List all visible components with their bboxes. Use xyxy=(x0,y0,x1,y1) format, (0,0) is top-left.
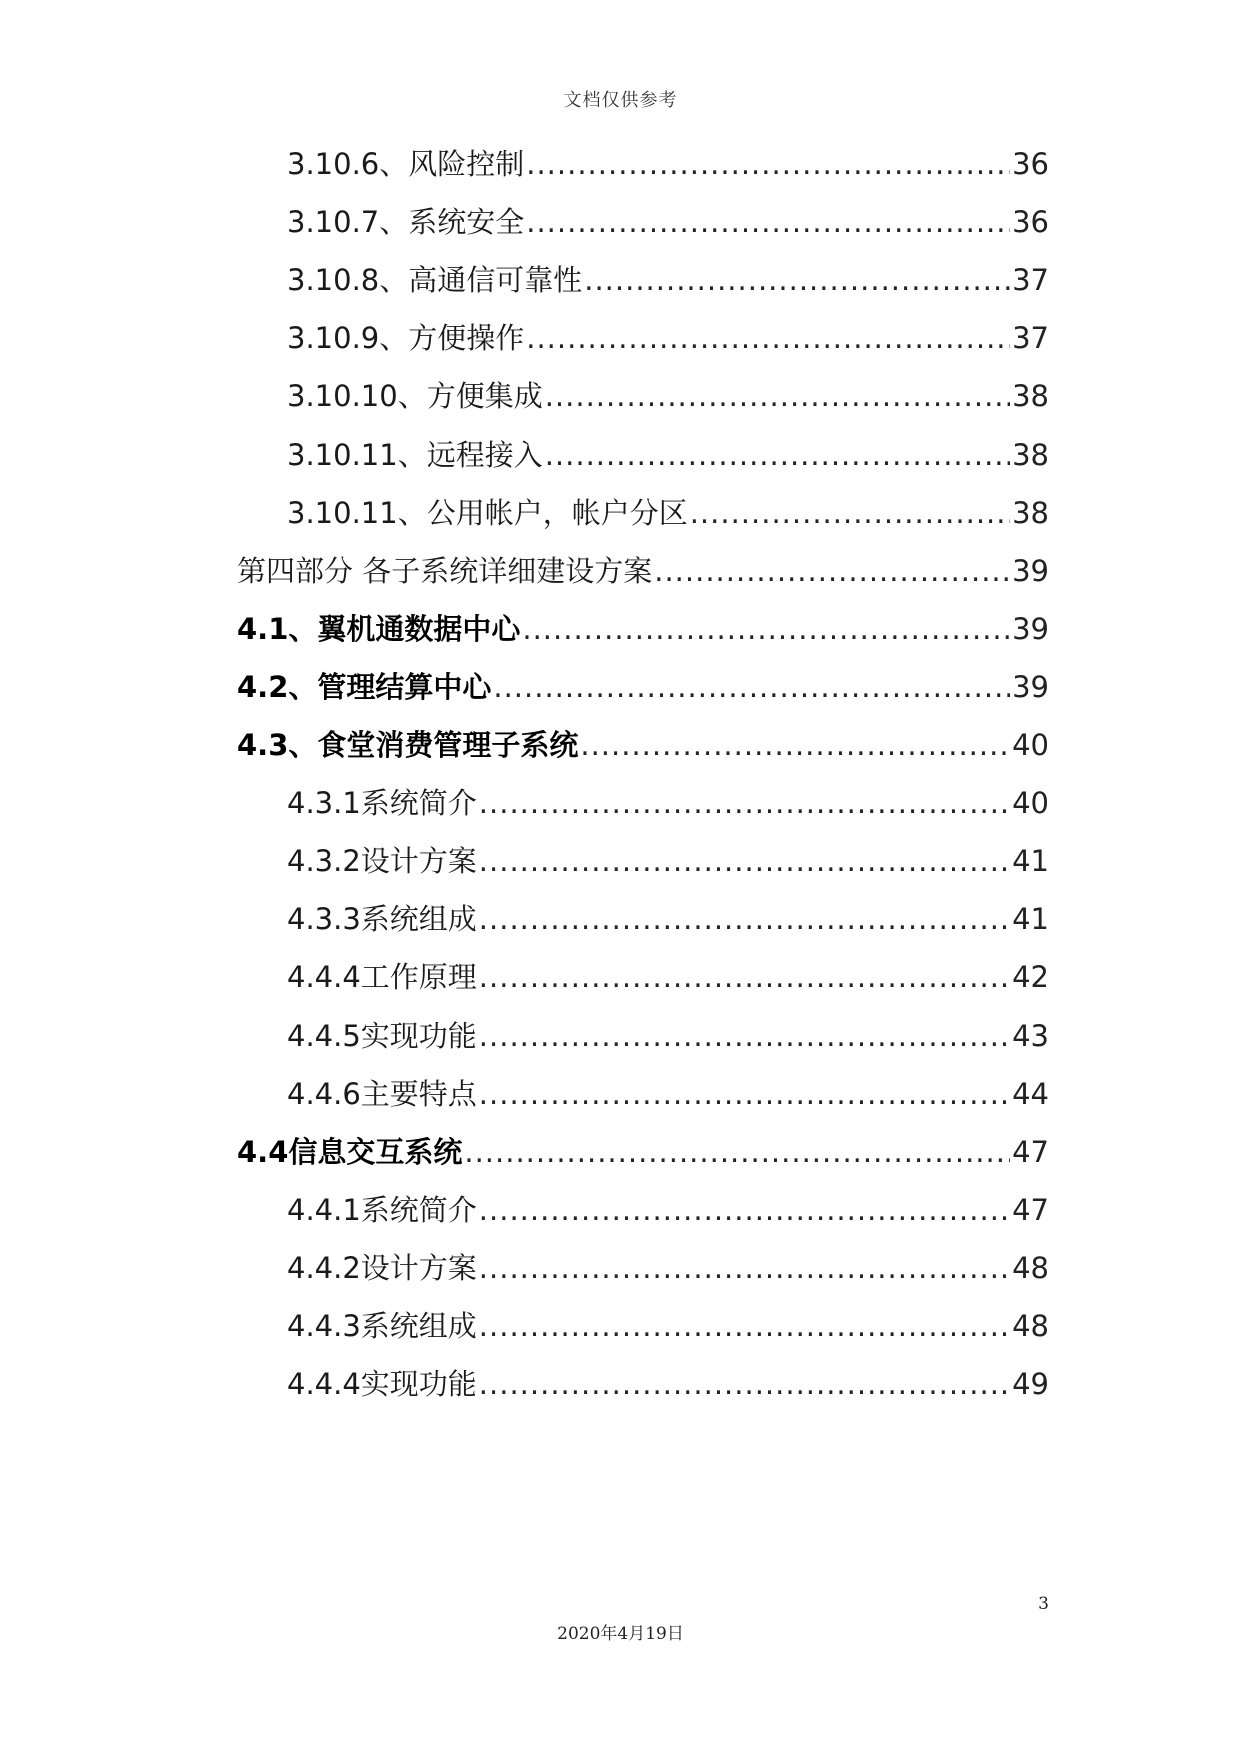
toc-dot-leader xyxy=(526,316,1010,360)
toc-entry-title: 4.3.1系统简介 xyxy=(287,786,477,820)
toc-entry-title: 3.10.7、系统安全 xyxy=(287,205,525,239)
toc-entry-title: 4.3.2设计方案 xyxy=(287,844,477,878)
toc-dot-leader xyxy=(545,374,1010,418)
toc-entry-title: 4.4.6主要特点 xyxy=(287,1077,477,1111)
toc-dot-leader xyxy=(522,607,1010,651)
toc-entry-page-number: 37 xyxy=(1012,321,1049,355)
toc-entry[interactable] xyxy=(287,1362,1049,1406)
toc-entry-page-number: 48 xyxy=(1012,1251,1049,1285)
toc-entry-page-number: 47 xyxy=(1012,1135,1049,1169)
toc-dot-leader xyxy=(479,839,1010,883)
toc-entry-page-number: 36 xyxy=(1012,147,1049,181)
toc-entry-page-number: 39 xyxy=(1012,612,1049,646)
toc-entry-title: 4.1、翼机通数据中心 xyxy=(237,612,521,646)
page-number: 3 xyxy=(1038,1594,1049,1614)
toc-entry-page-number: 39 xyxy=(1012,554,1049,588)
toc-entry-title: 4.4信息交互系统 xyxy=(237,1135,463,1169)
toc-dot-leader xyxy=(545,433,1010,477)
toc-dot-leader xyxy=(580,723,1010,767)
toc-entry[interactable] xyxy=(287,1072,1049,1116)
toc-entry[interactable] xyxy=(287,1304,1049,1348)
toc-entry-page-number: 48 xyxy=(1012,1309,1049,1343)
toc-dot-leader xyxy=(479,1362,1010,1406)
toc-entry-page-number: 47 xyxy=(1012,1193,1049,1227)
toc-entry[interactable] xyxy=(287,258,1049,302)
toc-entry-page-number: 38 xyxy=(1012,379,1049,413)
toc-entry-title: 3.10.9、方便操作 xyxy=(287,321,525,355)
toc-entry[interactable] xyxy=(287,374,1049,418)
toc-dot-leader xyxy=(526,200,1010,244)
toc-entry-page-number: 41 xyxy=(1012,844,1049,878)
toc-entry[interactable] xyxy=(287,316,1049,360)
toc-entry-title: 4.4.2设计方案 xyxy=(287,1251,477,1285)
toc-entry[interactable] xyxy=(287,781,1049,825)
toc-entry[interactable] xyxy=(287,897,1049,941)
toc-entry[interactable] xyxy=(287,200,1049,244)
toc-entry-page-number: 37 xyxy=(1012,263,1049,297)
toc-dot-leader xyxy=(479,1246,1010,1290)
toc-dot-leader xyxy=(654,549,1010,593)
toc-entry-title: 3.10.11、公用帐户，帐户分区 xyxy=(287,496,688,530)
page-footer-date: 2020年4月19日 xyxy=(557,1624,684,1644)
page-header: 文档仅供参考 xyxy=(563,90,678,111)
toc-entry[interactable] xyxy=(287,839,1049,883)
toc-entry-title: 4.4.4工作原理 xyxy=(287,960,477,994)
toc-entry-page-number: 43 xyxy=(1012,1019,1049,1053)
toc-entry[interactable] xyxy=(287,1188,1049,1232)
toc-entry-title: 4.4.5实现功能 xyxy=(287,1019,477,1053)
toc-entry-title: 4.4.4实现功能 xyxy=(287,1367,477,1401)
toc-entry[interactable] xyxy=(237,665,1049,709)
toc-entry-title: 4.2、管理结算中心 xyxy=(237,670,492,704)
toc-entry-title: 4.4.1系统简介 xyxy=(287,1193,477,1227)
toc-entry[interactable] xyxy=(237,607,1049,651)
toc-dot-leader xyxy=(464,1130,1010,1174)
toc-entry-title: 4.3、食堂消费管理子系统 xyxy=(237,728,579,762)
toc-dot-leader xyxy=(479,1188,1010,1232)
toc-entry[interactable] xyxy=(237,723,1049,767)
toc-entry-page-number: 36 xyxy=(1012,205,1049,239)
toc-entry-page-number: 39 xyxy=(1012,670,1049,704)
toc-dot-leader xyxy=(526,142,1010,186)
toc-entry-title: 第四部分 各子系统详细建设方案 xyxy=(237,554,653,588)
toc-dot-leader xyxy=(493,665,1010,709)
toc-entry[interactable] xyxy=(287,433,1049,477)
toc-dot-leader xyxy=(584,258,1010,302)
toc-entry-page-number: 42 xyxy=(1012,960,1049,994)
toc-entry-page-number: 44 xyxy=(1012,1077,1049,1111)
toc-entry[interactable] xyxy=(237,1130,1049,1174)
toc-entry-page-number: 49 xyxy=(1012,1367,1049,1401)
toc-entry-title: 3.10.10、方便集成 xyxy=(287,379,543,413)
toc-dot-leader xyxy=(690,491,1010,535)
toc-dot-leader xyxy=(479,1072,1010,1116)
toc-entry-title: 3.10.8、高通信可靠性 xyxy=(287,263,583,297)
toc-dot-leader xyxy=(479,897,1010,941)
toc-entry[interactable] xyxy=(287,142,1049,186)
toc-dot-leader xyxy=(479,1014,1010,1058)
toc-entry-title: 3.10.11、远程接入 xyxy=(287,438,543,472)
toc-dot-leader xyxy=(479,1304,1010,1348)
toc-entry-page-number: 40 xyxy=(1012,786,1049,820)
toc-entry[interactable] xyxy=(237,549,1049,593)
toc-dot-leader xyxy=(479,955,1010,999)
toc-entry-title: 4.4.3系统组成 xyxy=(287,1309,477,1343)
toc-entry-page-number: 41 xyxy=(1012,902,1049,936)
toc-entry-title: 3.10.6、风险控制 xyxy=(287,147,525,181)
toc-entry[interactable] xyxy=(287,1014,1049,1058)
toc-entry-page-number: 38 xyxy=(1012,496,1049,530)
toc-entry-title: 4.3.3系统组成 xyxy=(287,902,477,936)
toc-entry[interactable] xyxy=(287,1246,1049,1290)
toc-entry[interactable] xyxy=(287,955,1049,999)
toc-entry-page-number: 38 xyxy=(1012,438,1049,472)
toc-entry[interactable] xyxy=(287,491,1049,535)
toc-entry-page-number: 40 xyxy=(1012,728,1049,762)
toc-dot-leader xyxy=(479,781,1010,825)
